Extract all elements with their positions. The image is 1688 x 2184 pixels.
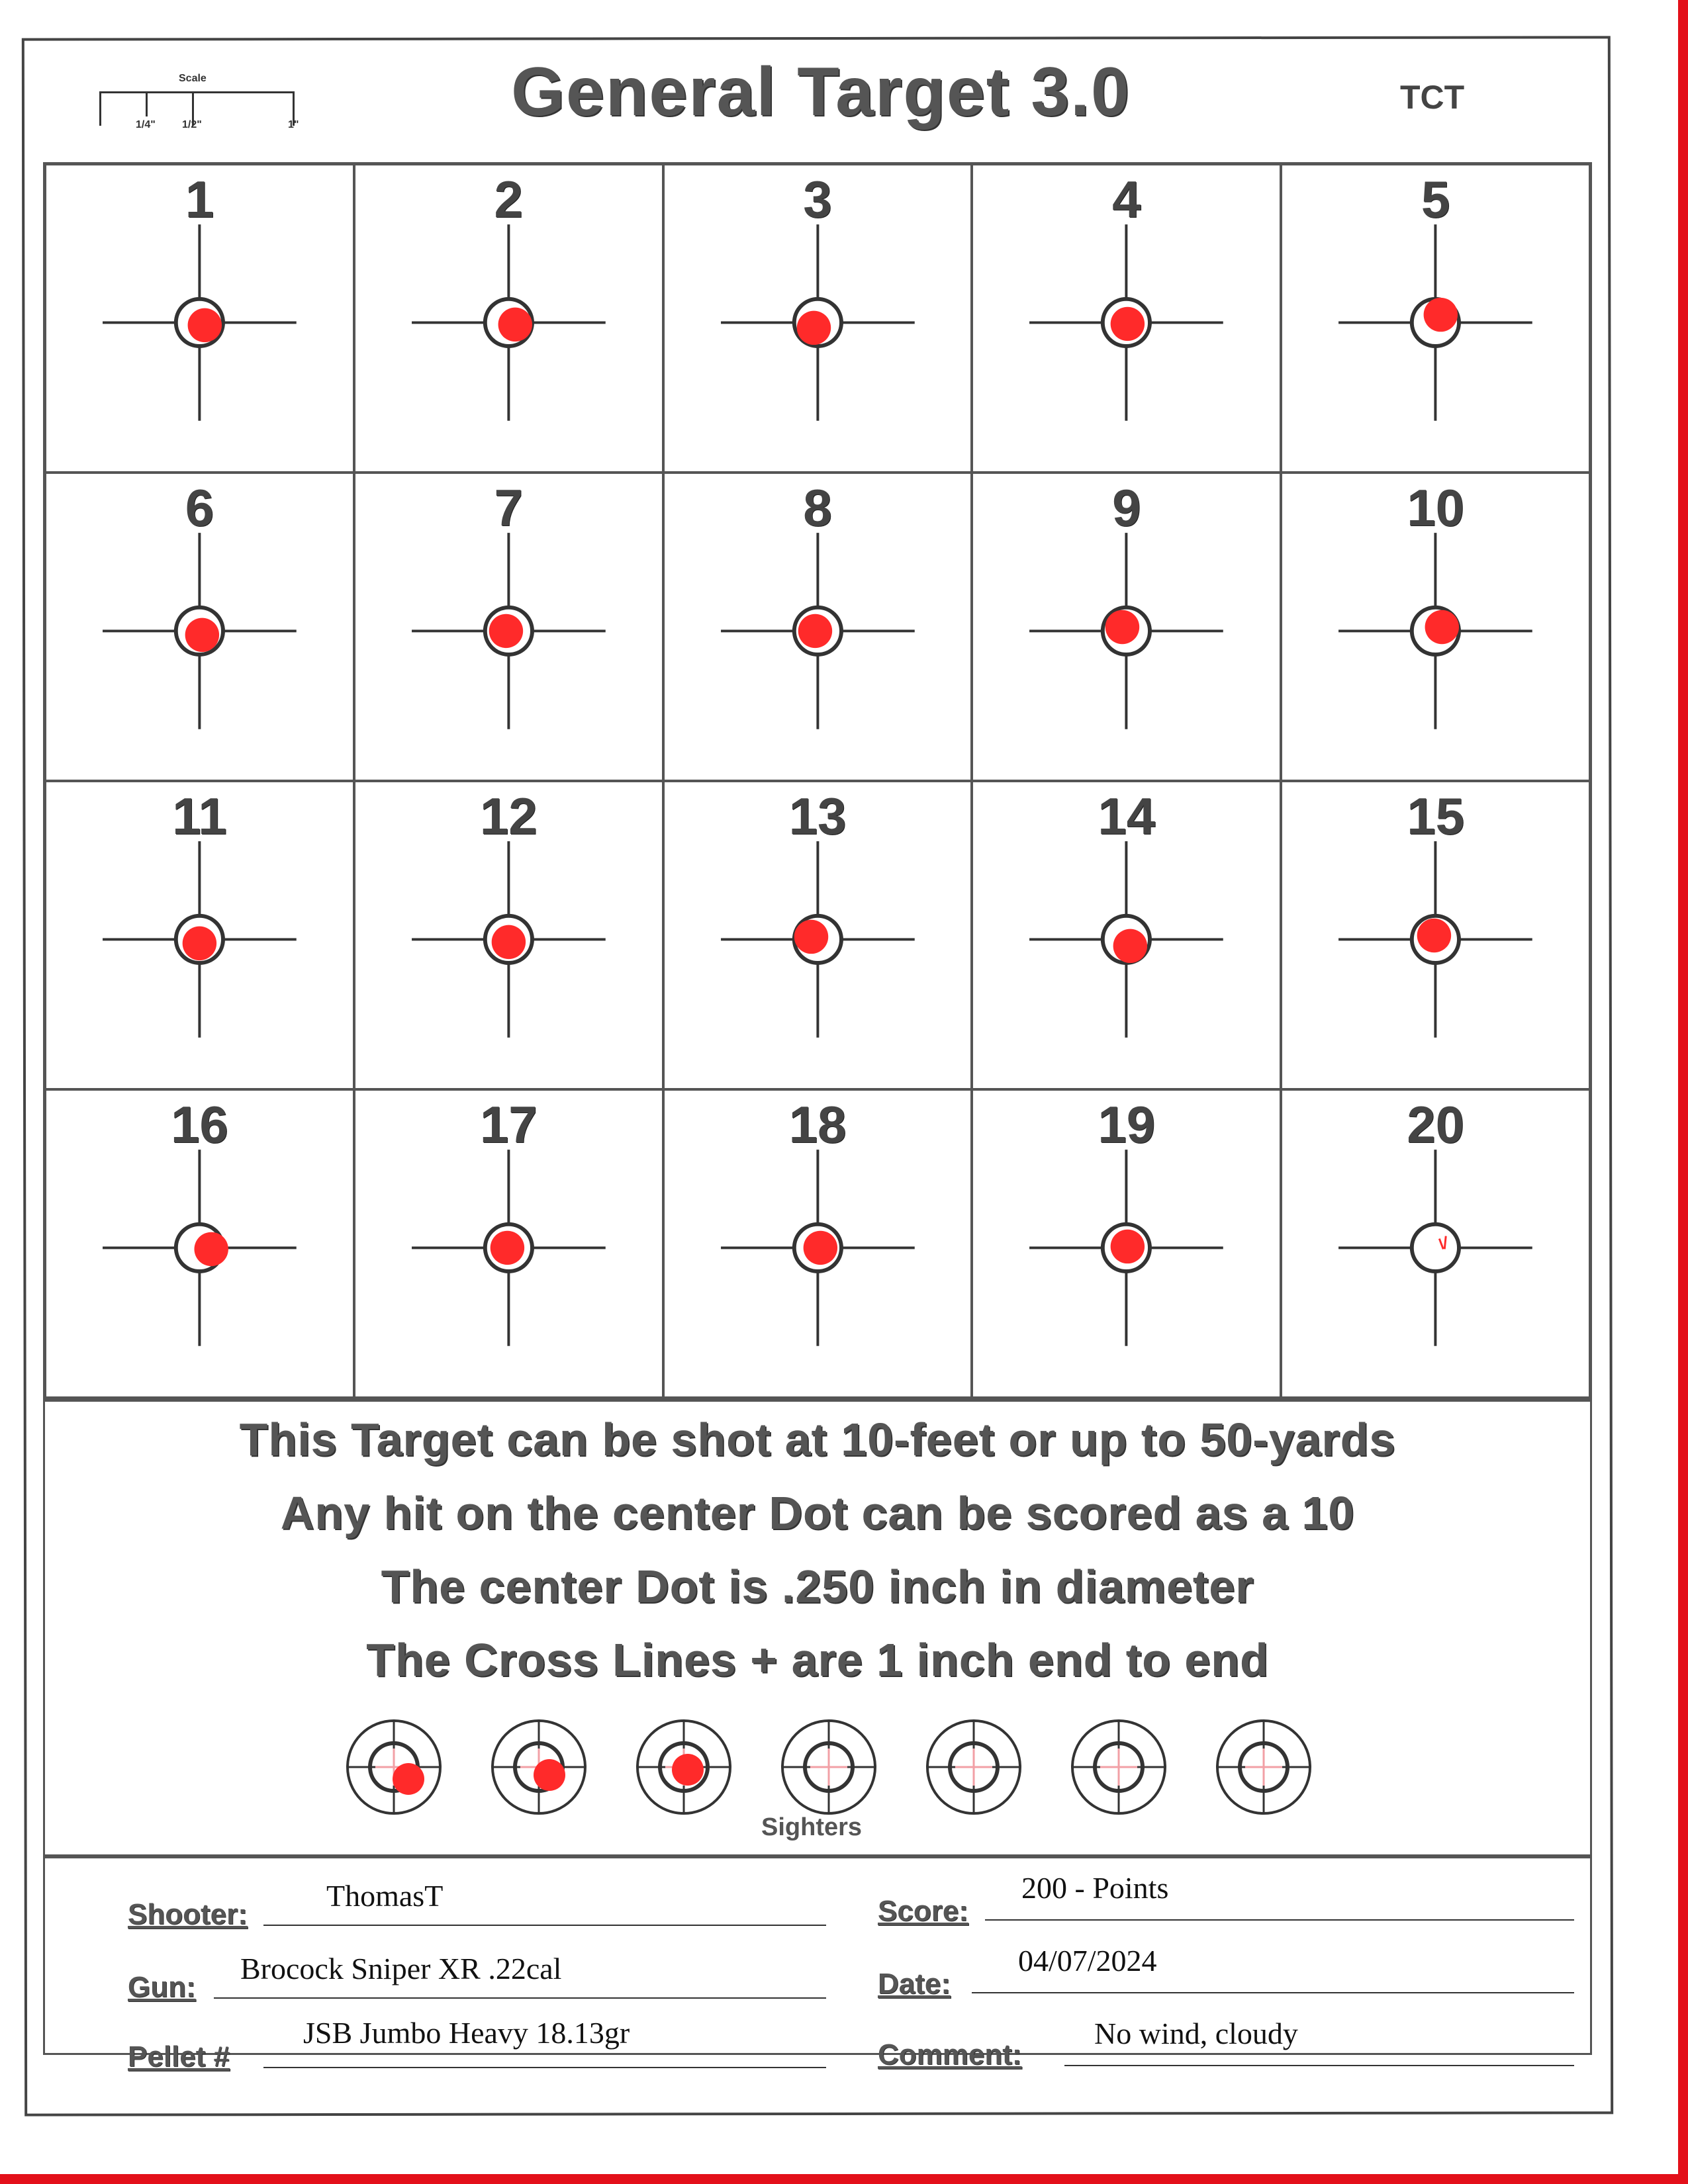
target-cell xyxy=(972,781,1281,1089)
target-cell xyxy=(45,781,354,1089)
sighter-target xyxy=(637,1721,730,1813)
target-cell xyxy=(663,164,972,473)
crosshair-target xyxy=(1282,474,1589,780)
target-number: 9 xyxy=(1112,478,1141,537)
crosshair-target xyxy=(46,782,353,1088)
shooter-value: ThomasT xyxy=(326,1879,444,1913)
comment-label: Comment: xyxy=(878,2038,1022,2071)
target-cell xyxy=(1281,164,1590,473)
crosshair-target xyxy=(1282,165,1589,471)
target-number: 15 xyxy=(1407,787,1464,845)
pellet-hit xyxy=(183,927,216,960)
target-number: 3 xyxy=(803,170,832,228)
target-number: 16 xyxy=(171,1095,228,1154)
target-number: 12 xyxy=(479,787,538,845)
target-number: 20 xyxy=(1407,1095,1464,1154)
crosshair-target xyxy=(973,1091,1280,1396)
pellet-hit xyxy=(194,1232,228,1266)
date-line xyxy=(972,1992,1574,1993)
target-cell xyxy=(972,1089,1281,1398)
rule-line: The center Dot is .250 inch in diameter xyxy=(381,1561,1254,1612)
sighters-label: Sighters xyxy=(761,1813,863,1841)
info-box xyxy=(43,1856,1592,2073)
target-number: 1 xyxy=(185,170,214,228)
sighter-target xyxy=(1217,1721,1310,1813)
target-number: 4 xyxy=(1112,170,1141,228)
crosshair-target xyxy=(1282,1091,1589,1396)
target-cell xyxy=(45,473,354,781)
pellet-hit xyxy=(1111,1230,1145,1263)
target-cell xyxy=(354,1089,663,1398)
target-number: 13 xyxy=(788,787,847,845)
target-cell xyxy=(1281,1089,1590,1398)
target-number: 19 xyxy=(1098,1095,1156,1154)
target-cell xyxy=(972,473,1281,781)
target-number: 7 xyxy=(494,478,523,537)
crosshair-target xyxy=(973,165,1280,471)
red-edge-right xyxy=(1678,0,1688,2184)
pellet-hit xyxy=(491,925,525,959)
pellet-hit xyxy=(1425,610,1459,644)
rule-line: Any hit on the center Dot can be scored as a 10 xyxy=(280,1487,1355,1539)
pellet-hit xyxy=(794,920,827,954)
comment-value: No wind, cloudy xyxy=(1094,2017,1298,2050)
scale-tick-label: 1/4" xyxy=(136,119,156,130)
crosshair-target xyxy=(46,1091,353,1396)
crosshair-target xyxy=(46,165,353,471)
pellet-hit xyxy=(1111,307,1145,341)
pellet-hit xyxy=(188,308,222,342)
center-dot-ring xyxy=(1412,1224,1459,1271)
target-cell xyxy=(354,473,663,781)
rules-text xyxy=(43,1403,1592,1697)
crosshair-target xyxy=(355,474,662,780)
sighter-hit xyxy=(672,1754,704,1786)
target-number: 6 xyxy=(185,478,214,537)
gun-line xyxy=(214,1997,826,1999)
target-cell xyxy=(1281,473,1590,781)
pellet-hit xyxy=(803,1231,837,1265)
target-cell xyxy=(354,164,663,473)
crosshair-target xyxy=(355,165,662,471)
tct-tag: TCT xyxy=(1400,79,1465,116)
target-number: 11 xyxy=(172,787,227,845)
target-cell xyxy=(1281,781,1590,1089)
sighter-hit xyxy=(393,1763,424,1795)
sighter-target xyxy=(782,1721,875,1813)
sighter-hit xyxy=(534,1759,565,1791)
scale-label: Scale xyxy=(179,73,207,84)
pellet-hit xyxy=(796,311,830,345)
scale-tick-label: 1/2" xyxy=(182,119,202,130)
pellet-hit xyxy=(498,308,532,341)
crosshair-target xyxy=(665,782,971,1088)
red-edge-bottom xyxy=(0,2174,1688,2184)
comment-line xyxy=(1064,2065,1574,2066)
pellet-hit xyxy=(491,1231,524,1265)
target-cell xyxy=(45,164,354,473)
target-cell xyxy=(354,781,663,1089)
pellet-hit xyxy=(1105,610,1139,644)
page-title: General Target 3.0 xyxy=(511,54,1131,130)
rule-line: The Cross Lines + are 1 inch end to end xyxy=(366,1634,1269,1686)
crosshair-target xyxy=(1282,782,1589,1088)
crosshair-target xyxy=(665,474,971,780)
crosshair-target xyxy=(973,474,1280,780)
score-value: 200 - Points xyxy=(1021,1871,1169,1905)
target-cell xyxy=(663,1089,972,1398)
sighter-row xyxy=(338,1717,1317,1823)
crosshair-target xyxy=(973,782,1280,1088)
score-label: Score: xyxy=(878,1895,968,1927)
target-number: 5 xyxy=(1421,170,1450,228)
target-cell xyxy=(663,473,972,781)
scale-tick-label: 1" xyxy=(288,119,299,130)
sighter-target xyxy=(348,1721,440,1813)
pellet-hit xyxy=(185,618,219,652)
pellet-hit xyxy=(1113,929,1147,963)
gun-value: Brocock Sniper XR .22cal xyxy=(240,1952,562,1985)
crosshair-target xyxy=(355,782,662,1088)
pellet-line xyxy=(263,2067,826,2068)
crosshair-target xyxy=(665,165,971,471)
shooter-line xyxy=(263,1925,826,1926)
target-number: 14 xyxy=(1098,787,1156,845)
gun-label: Gun: xyxy=(128,1971,196,2003)
date-value: 04/07/2024 xyxy=(1018,1944,1157,1978)
sighter-target xyxy=(1072,1721,1165,1813)
target-cell xyxy=(972,164,1281,473)
pellet-label: Pellet # xyxy=(128,2040,230,2073)
pellet-hit xyxy=(489,614,523,648)
crosshair-target xyxy=(355,1091,662,1396)
rule-line: This Target can be shot at 10-feet or up to 50-yards xyxy=(239,1414,1396,1465)
target-cell xyxy=(663,781,972,1089)
pellet-hit xyxy=(1424,298,1458,332)
sighter-target xyxy=(927,1721,1020,1813)
pellet-hit xyxy=(798,614,831,648)
pellet-hit xyxy=(1417,919,1451,952)
sighter-target xyxy=(492,1721,585,1813)
target-number: 10 xyxy=(1407,478,1464,537)
shooter-label: Shooter: xyxy=(128,1898,248,1931)
target-number: 8 xyxy=(803,478,832,537)
score-line xyxy=(985,1919,1574,1921)
crosshair-target xyxy=(46,474,353,780)
target-grid xyxy=(43,162,1592,1400)
pellet-value: JSB Jumbo Heavy 18.13gr xyxy=(303,2016,630,2050)
target-number: 2 xyxy=(494,170,523,228)
target-number: 18 xyxy=(788,1095,847,1154)
target-number: 17 xyxy=(479,1095,538,1154)
date-label: Date: xyxy=(878,1968,951,2000)
crosshair-target xyxy=(665,1091,971,1396)
target-cell xyxy=(45,1089,354,1398)
